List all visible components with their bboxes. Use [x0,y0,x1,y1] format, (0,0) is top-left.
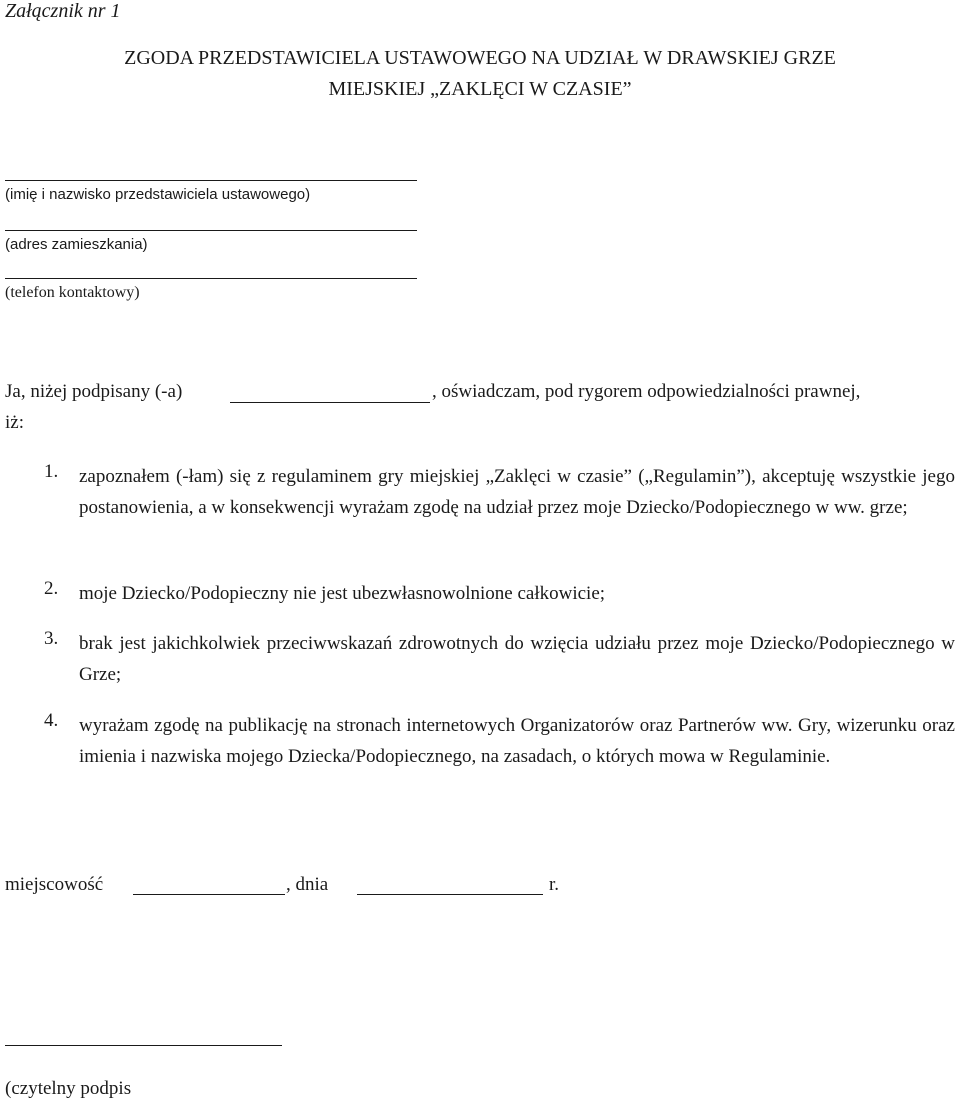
item-1-number: 1. [44,461,59,482]
phone-line[interactable] [5,278,417,279]
representative-name-line[interactable] [5,180,417,181]
address-label: (adres zamieszkania) [5,236,148,253]
item-2-text: moje Dziecko/Podopieczny nie jest ubezwłasnowolnione całkowicie; [79,583,606,604]
declaration-intro: Ja, niżej podpisany (-a) [5,381,183,402]
signature-label: (czytelny podpis [5,1078,132,1099]
date-line[interactable] [357,894,543,895]
item-4-number: 4. [44,710,59,731]
document-title-line-1: ZGODA PRZEDSTAWICIELA USTAWOWEGO NA UDZIAŁ W DRAWSKIEJ GRZE [124,47,836,69]
item-3-text: brak jest jakichkolwiek przeciwwskazań zdrowotnych do wzięcia udziału przez moje Dziecko/Podopiecznego w Grze; [79,633,955,685]
declaration-continuation: , oświadczam, pod rygorem odpowiedzialności prawnej, [432,381,861,402]
place-line[interactable] [133,894,285,895]
date-label: , dnia [286,874,329,895]
document-title-line-2: MIEJSKIEJ „ZAKLĘCI W CZASIE” [328,78,632,100]
annex-label: Załącznik nr 1 [5,0,121,22]
declaration-end: iż: [5,412,24,433]
signer-name-line[interactable] [230,402,430,403]
place-label: miejscowość [5,874,104,895]
item-1-text: zapoznałem (-łam) się z regulaminem gry miejskiej „Zaklęci w czasie” („Regulamin”), akceptuję wszystkie jego postanowienia, a w konsekwencji wyrażam zgodę na udział przez moje Dziecko/Podopiecznego w ww. grze; [79,466,955,518]
signature-line[interactable] [5,1045,282,1046]
year-suffix: r. [549,874,560,895]
address-line[interactable] [5,230,417,231]
phone-label: (telefon kontaktowy) [5,284,140,301]
item-3-number: 3. [44,628,59,649]
item-2-number: 2. [44,578,59,599]
representative-name-label: (imię i nazwisko przedstawiciela ustawowego) [5,186,311,203]
item-4-text: wyrażam zgodę na publikację na stronach internetowych Organizatorów oraz Partnerów ww. Gry, wizerunku oraz imienia i nazwiska mojego Dziecka/Podopiecznego, na zasadach, o których mowa w Regulaminie. [79,715,955,767]
